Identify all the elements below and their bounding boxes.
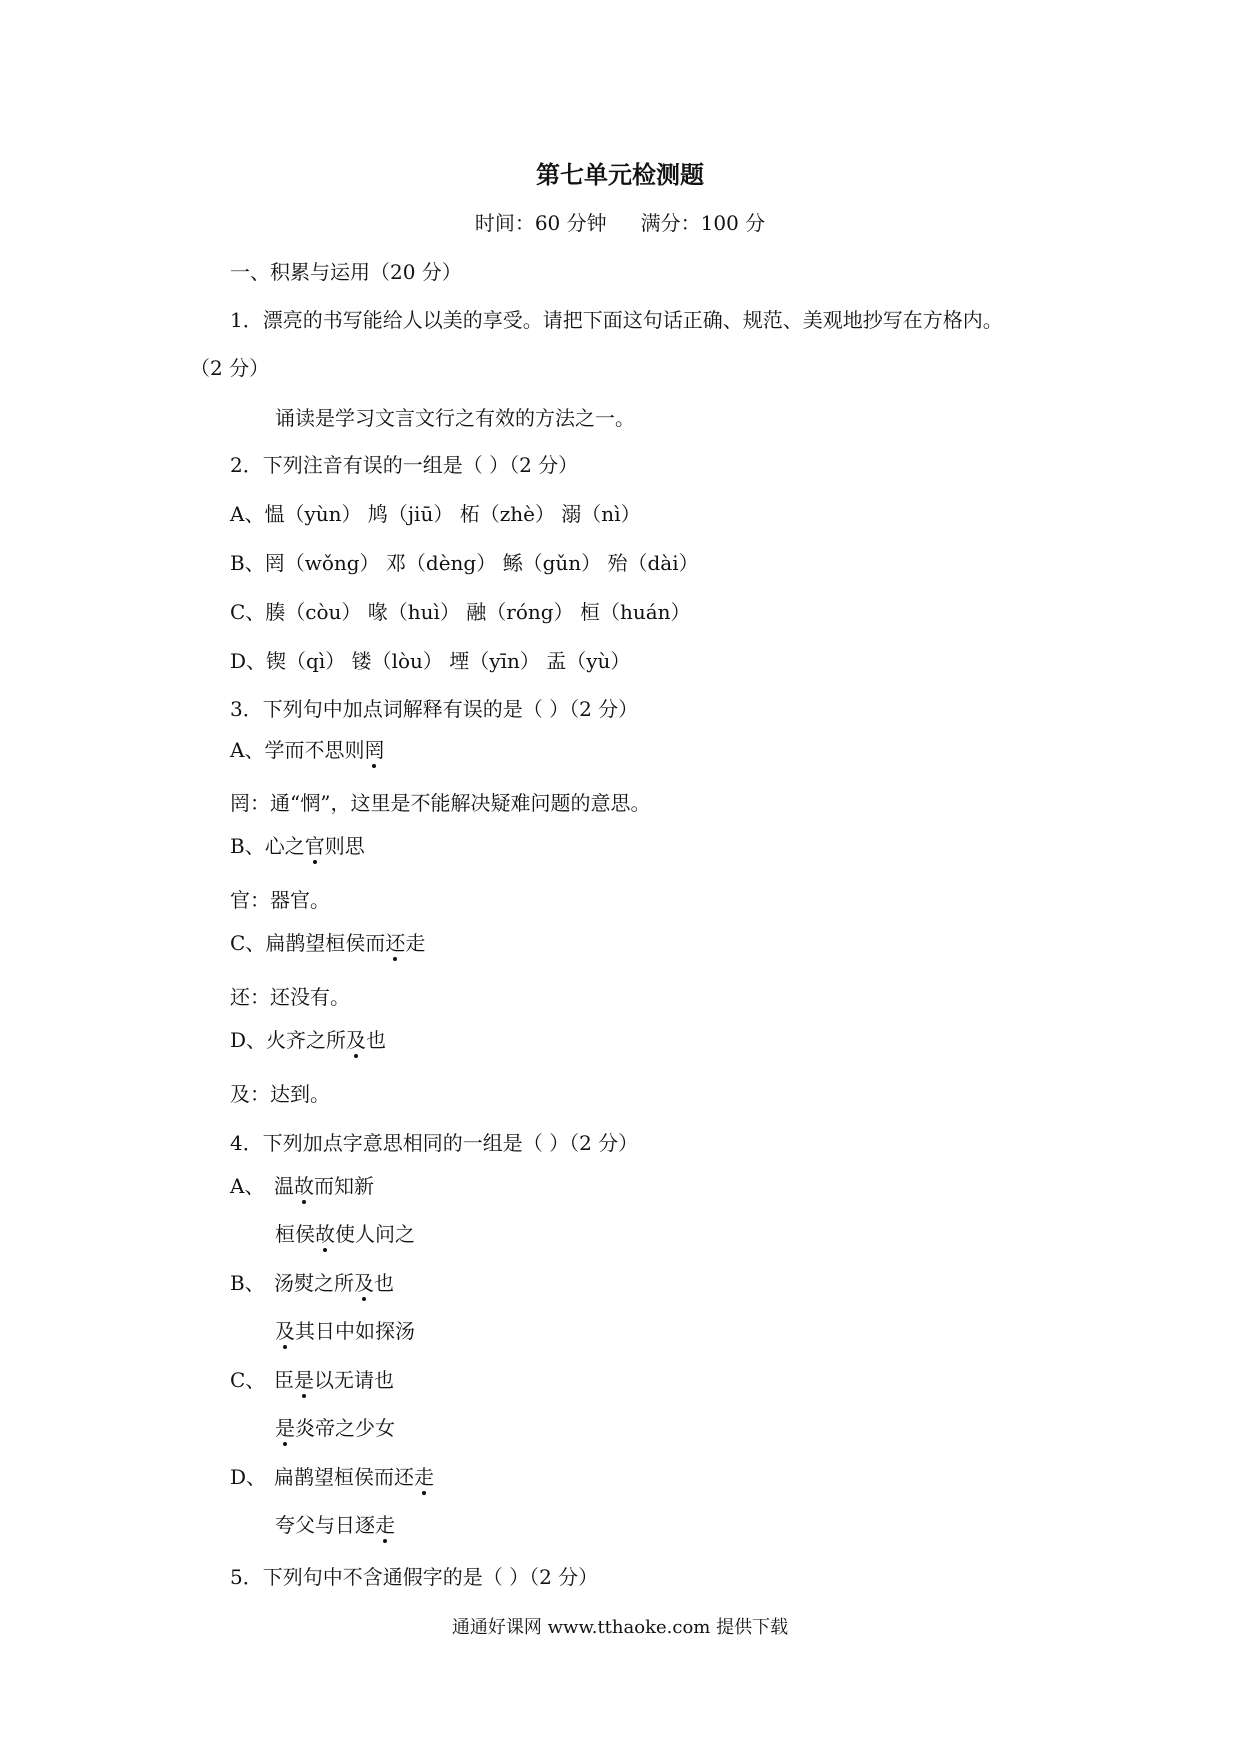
q3-explain-a: 罔：通“惘”，这里是不能解决疑难问题的意思。 (230, 791, 651, 815)
dotted-word: 罔 (364, 738, 385, 762)
q3-option-d (230, 1025, 386, 1055)
page-title: 第七单元检测题 (536, 161, 704, 189)
option-text: 炎帝之少女 (295, 1416, 395, 1440)
q3-option-a (230, 735, 384, 765)
option-label: A、 (230, 738, 265, 762)
footer-source: 通通好课网 www.tthaoke.com 提供下载 (451, 1617, 789, 1638)
option-text: 扁鹊望桓侯而 (265, 931, 386, 955)
dotted-word: 故 (315, 1222, 335, 1246)
q2-option-c: C、腠（còu） 喙（huì） 融（róng） 桓（huán） (230, 600, 691, 624)
dotted-word: 官 (304, 834, 325, 858)
option-text: 心之 (264, 834, 305, 858)
q4-option-d (230, 1462, 434, 1492)
option-text: 而知新 (314, 1174, 374, 1198)
exam-score: 满分：100 分 (640, 211, 766, 235)
option-text: 扁鹊望桓侯而还 (274, 1465, 414, 1489)
option-text: 则思 (324, 834, 365, 858)
exam-info (0, 208, 1240, 238)
q3-option-c (230, 928, 425, 958)
option-label: A、 (230, 1174, 265, 1198)
option-label: D、 (230, 1028, 267, 1052)
q4-option-d-line2 (275, 1510, 395, 1540)
q4-option-a (230, 1171, 374, 1201)
option-label: B、 (230, 1271, 265, 1295)
q1-text: 1．漂亮的书写能给人以美的享受。请把下面这句话正确、规范、美观地抄写在方格内。 (230, 308, 1003, 332)
option-text: 其日中如探汤 (295, 1319, 415, 1343)
option-text: 臣 (274, 1368, 294, 1392)
dotted-word: 及 (275, 1319, 295, 1343)
q3-text: 3．下列句中加点词解释有误的是（ ）（2 分） (230, 697, 639, 721)
option-text: 桓侯 (275, 1222, 315, 1246)
option-text: 以无请也 (314, 1368, 394, 1392)
option-text: 火齐之所 (266, 1028, 347, 1052)
dotted-word: 是 (275, 1416, 295, 1440)
exam-time: 时间：60 分钟 (474, 211, 607, 235)
option-text: 使人问之 (335, 1222, 415, 1246)
q4-option-c (230, 1365, 394, 1395)
q4-option-b (230, 1268, 394, 1298)
option-label: B、 (230, 834, 265, 858)
option-label: D、 (230, 1465, 267, 1489)
dotted-word: 还 (385, 931, 406, 955)
option-text: 学而不思则 (264, 738, 365, 762)
dotted-word: 及 (354, 1271, 374, 1295)
q3-explain-b: 官：器官。 (230, 888, 330, 912)
q4-text: 4．下列加点字意思相同的一组是（ ）（2 分） (230, 1131, 639, 1155)
dotted-word: 故 (294, 1174, 314, 1198)
dotted-word: 走 (375, 1513, 395, 1537)
q3-explain-d: 及：达到。 (230, 1082, 330, 1106)
dotted-word: 是 (294, 1368, 314, 1392)
option-label: C、 (230, 1368, 266, 1392)
q2-option-a: A、愠（yùn） 鸠（jiū） 柘（zhè） 溺（nì） (230, 502, 641, 526)
q4-option-c-line2 (275, 1413, 395, 1443)
q2-option-b: B、罔（wǒng） 邓（dèng） 鲧（gǔn） 殆（dài） (230, 551, 699, 575)
option-text: 也 (366, 1028, 387, 1052)
q2-text: 2．下列注音有误的一组是（ ）（2 分） (230, 453, 579, 477)
q4-option-a-line2 (275, 1219, 415, 1249)
dotted-word: 及 (346, 1028, 367, 1052)
q2-option-d: D、锲（qì） 镂（lòu） 堙（yīn） 盂（yù） (230, 649, 631, 673)
q1-points: （2 分） (190, 356, 270, 380)
option-text: 汤熨之所 (274, 1271, 354, 1295)
dotted-word: 走 (414, 1465, 434, 1489)
q5-text: 5．下列句中不含通假字的是（ ）（2 分） (230, 1565, 599, 1589)
option-text: 也 (374, 1271, 394, 1295)
q4-option-b-line2 (275, 1316, 415, 1346)
q3-option-b (230, 831, 365, 861)
q1-sentence: 诵读是学习文言文行之有效的方法之一。 (275, 406, 635, 430)
q3-explain-c: 还：还没有。 (230, 985, 350, 1009)
option-text: 走 (405, 931, 426, 955)
option-label: C、 (230, 931, 266, 955)
option-text: 夸父与日逐 (275, 1513, 375, 1537)
section-heading: 一、积累与运用（20 分） (230, 260, 462, 284)
option-text: 温 (274, 1174, 294, 1198)
